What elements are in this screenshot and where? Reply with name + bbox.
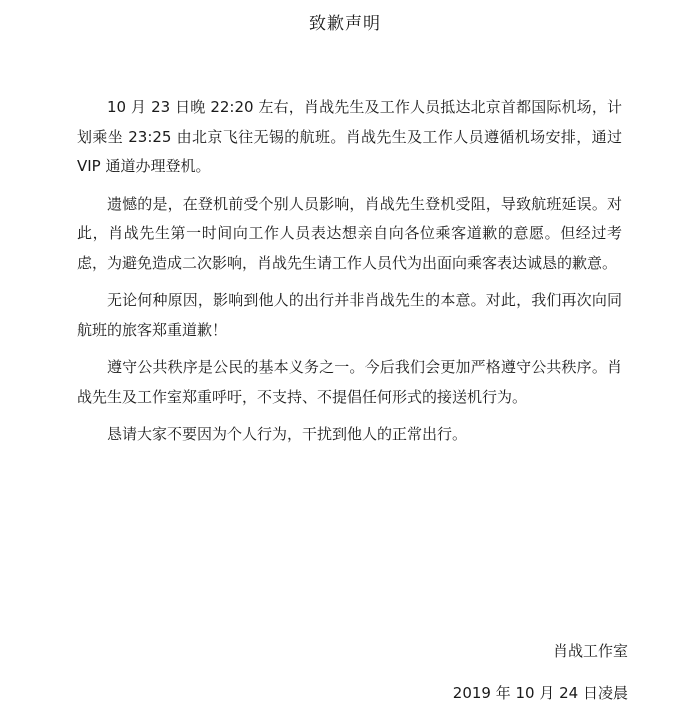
paragraph-2: 遗憾的是，在登机前受个别人员影响，肖战先生登机受阻，导致航班延误。对此，肖战先生第一时间向工作人员表达想亲自向各位乘客道歉的意愿。但经过考虑，为避免造成二次影响，肖战先生请工作人员代为出面向乘客表达诚恳的歉意。 [77, 194, 622, 272]
paragraph-4: 遵守公共秩序是公民的基本义务之一。今后我们会更加严格遵守公共秩序。肖战先生及工作室郑重呼吁，不支持、不提倡任何形式的接送机行为。 [77, 358, 622, 406]
signature-name: 肖战工作室 [552, 642, 628, 660]
signature-date: 2019 年 10 月 24 日凌晨 [452, 684, 628, 702]
document-body [77, 93, 622, 458]
paragraph-5: 恳请大家不要因为个人行为，干扰到他人的正常出行。 [107, 425, 468, 443]
signature-block [453, 637, 628, 708]
document-title: 致歉声明 [309, 14, 381, 34]
paragraph-3: 无论何种原因，影响到他人的出行并非肖战先生的本意。对此，我们再次向同航班的旅客郑重道歉！ [77, 291, 622, 339]
paragraph-1: 10 月 23 日晚 22:20 左右，肖战先生及工作人员抵达北京首都国际机场，计划乘坐 23:25 由北京飞往无锡的航班。肖战先生及工作人员遵循机场安排，通过 VIP 通道办理登机。 [77, 98, 622, 175]
